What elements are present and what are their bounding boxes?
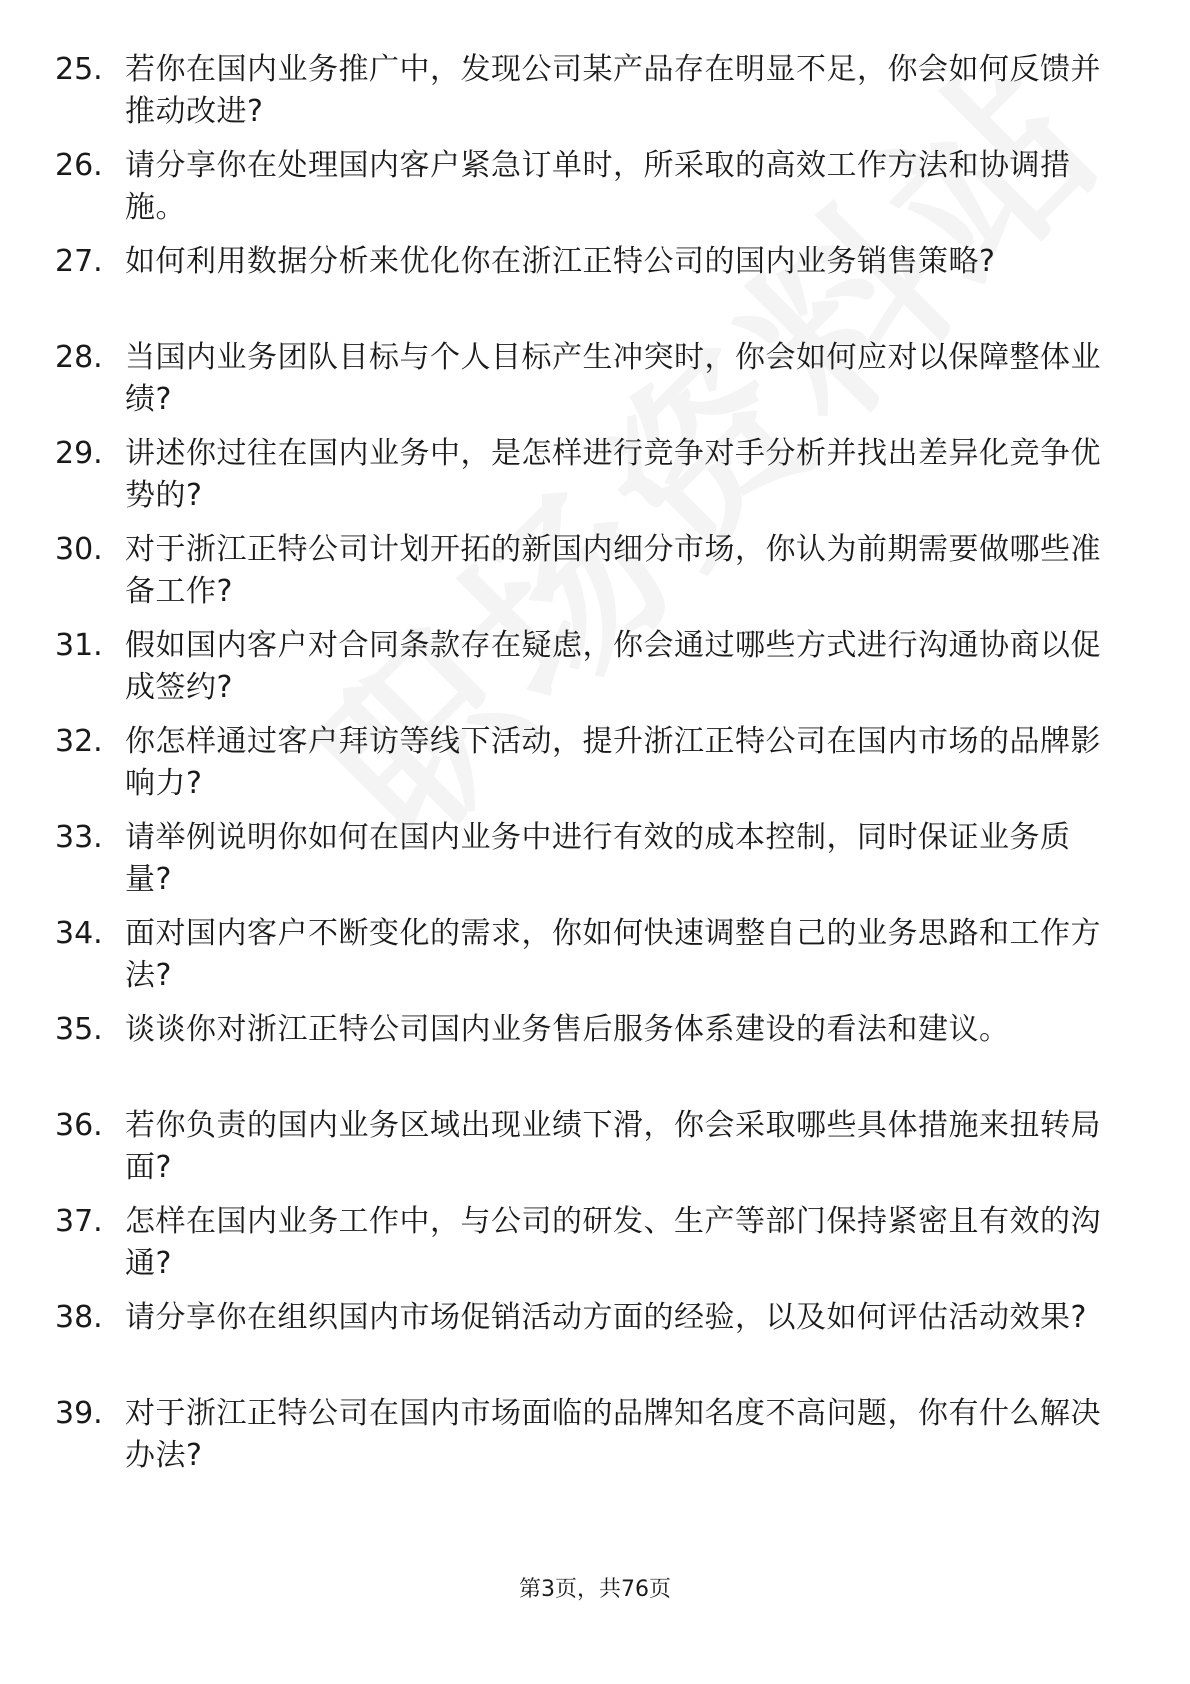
question-number: 39. [55,1396,103,1431]
question-number: 30. [55,532,103,567]
question-item [55,1105,1115,1201]
question-text: 怎样在国内业务工作中，与公司的研发、生产等部门保持紧密且有效的沟通? [125,1204,1101,1281]
question-number: 28. [55,340,103,375]
question-text: 如何利用数据分析来优化你在浙江正特公司的国内业务销售策略? [125,244,996,279]
question-item [55,817,1115,913]
question-text: 当国内业务团队目标与个人目标产生冲突时，你会如何应对以保障整体业绩? [125,340,1101,417]
question-text: 若你负责的国内业务区域出现业绩下滑，你会采取哪些具体措施来扭转局面? [125,1108,1101,1185]
question-item [55,913,1115,1009]
question-item [55,625,1115,721]
question-text: 面对国内客户不断变化的需求，你如何快速调整自己的业务思路和工作方法? [125,916,1101,993]
question-number: 37. [55,1204,103,1239]
question-number: 27. [55,244,103,279]
question-number: 34. [55,916,103,951]
question-number: 38. [55,1300,103,1335]
question-item [55,721,1115,817]
question-number: 31. [55,628,103,663]
question-item [55,241,1115,337]
question-number: 32. [55,724,103,759]
question-number: 29. [55,436,103,471]
question-item [55,1009,1115,1105]
question-number: 26. [55,148,103,183]
question-text: 请举例说明你如何在国内业务中进行有效的成本控制，同时保证业务质量? [125,820,1071,897]
question-number: 25. [55,52,103,87]
question-item [55,433,1115,529]
question-text: 对于浙江正特公司在国内市场面临的品牌知名度不高问题，你有什么解决办法? [125,1396,1101,1473]
question-item [55,529,1115,625]
question-item [55,1201,1115,1297]
page-number-label: 第3页，共76页 [519,1577,671,1602]
question-text: 对于浙江正特公司计划开拓的新国内细分市场，你认为前期需要做哪些准备工作? [125,532,1101,609]
page-footer [0,1575,1190,1605]
question-number: 35. [55,1012,103,1047]
question-text: 若你在国内业务推广中，发现公司某产品存在明显不足，你会如何反馈并推动改进? [125,52,1101,129]
question-item [55,337,1115,433]
question-text: 你怎样通过客户拜访等线下活动，提升浙江正特公司在国内市场的品牌影响力? [125,724,1101,801]
question-item [55,49,1115,145]
question-text: 请分享你在处理国内客户紧急订单时，所采取的高效工作方法和协调措施。 [125,148,1071,225]
question-list [55,49,1115,1489]
question-number: 33. [55,820,103,855]
question-text: 讲述你过往在国内业务中，是怎样进行竞争对手分析并找出差异化竞争优势的? [125,436,1101,513]
question-number: 36. [55,1108,103,1143]
question-item [55,145,1115,241]
question-item [55,1297,1115,1393]
question-text: 谈谈你对浙江正特公司国内业务售后服务体系建设的看法和建议。 [125,1012,1010,1047]
question-text: 假如国内客户对合同条款存在疑虑，你会通过哪些方式进行沟通协商以促成签约? [125,628,1101,705]
question-text: 请分享你在组织国内市场促销活动方面的经验，以及如何评估活动效果? [125,1300,1087,1335]
question-item [55,1393,1115,1489]
